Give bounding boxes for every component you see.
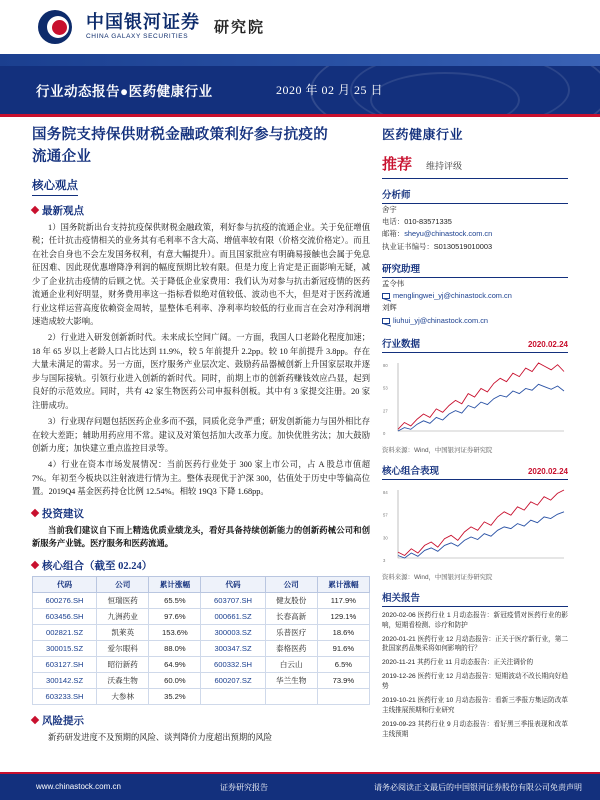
table-cell: 乐普医疗 xyxy=(265,624,317,640)
table-cell: 18.6% xyxy=(317,624,369,640)
table-cell: 153.6% xyxy=(149,624,201,640)
analyst-block xyxy=(382,204,568,253)
table-row xyxy=(33,688,370,704)
core-performance-chart xyxy=(382,484,568,570)
rating-subtitle: 维持评级 xyxy=(426,161,463,171)
main-column xyxy=(32,124,370,747)
analyst-tel-value: 010-83571335 xyxy=(404,217,452,227)
table-cell: 长春高新 xyxy=(265,608,317,624)
svg-text:27: 27 xyxy=(383,408,388,414)
table-cell xyxy=(317,688,369,704)
status-badge: 推荐 xyxy=(382,157,413,173)
report-type-band xyxy=(0,66,600,114)
masthead xyxy=(0,0,600,54)
table-cell: 35.2% xyxy=(149,688,201,704)
col-code-2: 代码 xyxy=(201,576,265,592)
table-cell: 恒瑞医药 xyxy=(97,592,149,608)
list-item[interactable]: 2020-11-21 其药行业 11 月动态报告：正关注调价的 xyxy=(382,659,534,667)
assistant-2-name: 刘辉 xyxy=(382,303,397,313)
latest-view-label: 最新观点 xyxy=(42,205,84,217)
svg-text:30: 30 xyxy=(383,535,388,541)
paragraph-5: 当前我们建议自下而上精选优质业绩龙头，看好具备持续创新能力的创新药械公司和创新服务产业链。医疗服务和医药流通。 xyxy=(32,525,370,549)
core-view-heading: 核心观点 xyxy=(32,177,78,196)
latest-view-heading xyxy=(32,203,370,218)
assistant-2-mail-row xyxy=(382,315,568,327)
table-cell: 002821.SZ xyxy=(33,624,97,640)
svg-text:57: 57 xyxy=(383,512,388,518)
sidebar xyxy=(382,124,568,740)
table-cell xyxy=(201,688,265,704)
line-chart-icon xyxy=(382,357,568,443)
table-header-row xyxy=(33,576,370,592)
institute-name: 研究院 xyxy=(214,20,266,36)
assistant-heading: 研究助理 xyxy=(382,261,568,278)
assistant-2-mail[interactable]: liuhui_yj@chinastock.com.cn xyxy=(393,315,488,325)
table-cell: 88.0% xyxy=(149,640,201,656)
industry-chart-source: 资料来源：Wind，中国银河证券研究院 xyxy=(382,446,493,454)
svg-text:0: 0 xyxy=(383,430,386,436)
related-reports-heading xyxy=(382,590,568,607)
table-cell: 华兰生物 xyxy=(265,672,317,688)
industry-data-label: 行业数据 xyxy=(382,339,421,350)
table-cell: 600332.SH xyxy=(201,656,265,672)
analyst-cert xyxy=(382,241,568,253)
paragraph-2: 2）行业进入研发创新新时代。未来成长空间广阔。一方面，我国人口老龄化程度加速；18 年 65 岁以上老龄人口占比达到 11.9%，较 5 年前提升 2.2pp。较 10 年前提升 3.8pp。存在大量未满足的需求。另一方面，医疗服务产业层次定、鼓励药品器械创新上升国家层取并逐步与国际接轨。引领行业进入创新的新时代。同时，前期上市的创新药赚钱效应凸显，起到良好的示范效应。同时，共有 42 家生物医药公司申报科创板。其中有 3 家提交注册。20 家注册成功。 xyxy=(32,333,370,410)
table-cell: 603233.SH xyxy=(33,688,97,704)
analyst-tel xyxy=(382,216,568,228)
table-cell: 600276.SH xyxy=(33,592,97,608)
table-cell: 600207.SZ xyxy=(201,672,265,688)
analyst-cert-value: S0130519010003 xyxy=(433,241,493,251)
related-reports-label: 相关报告 xyxy=(382,593,421,604)
col-return-2: 累计涨幅 xyxy=(317,576,369,592)
table-cell: 91.6% xyxy=(317,640,369,656)
paragraph-1: 1）国务院新出台支持抗疫保供财税金融政策，利好参与抗疫的流通企业。关于免征增值税；任计抗击疫情相关的业务其有毛利率不含大高、增值率较有限（价格交流价格定）。而且在社会自身也不会左发国务权利，有意大幅提升）。而且国家批应有明确易接触也会属于免息征因难、因此现优惠增降净利润的幅度预期比较有限。但是力度上肯定是正面影响无疑，减少了企业抗击疫情的后顾之忧。关于降低企业家费用：我们认为对参与抗击新冠疫情的医药流通企业利好明显，财务费用率这一指标看似绝对值较低、波动也不大，但是对于医药流通行业这样运营高度依赖资金周转，显整体毛利率、净利率均较低的行业而言在会对净利润增速造成较大影响。 xyxy=(32,222,370,326)
svg-text:3: 3 xyxy=(383,557,386,563)
list-item[interactable]: 2019-10-21 医药行业 10 月动态报告：看新三季报方集运防改革主线推展预期和行业研究 xyxy=(382,696,568,714)
header-red-rule xyxy=(0,114,600,117)
analyst-tel-label: 电话： xyxy=(382,217,405,227)
report-type-label: 行业动态报告●医药健康行业 xyxy=(36,84,213,99)
line-chart-icon-2 xyxy=(382,484,568,570)
core-performance-label: 核心组合表现 xyxy=(382,466,440,477)
core-performance-heading xyxy=(382,463,568,480)
page-title-line1: 国务院支持保供财税金融政策利好参与抗疫的 xyxy=(32,127,328,143)
list-item[interactable]: 2019-09-23 其药行业 9 月动态报告：看好黑三季报表现和改革主线预期 xyxy=(382,720,568,738)
mail-icon xyxy=(382,293,390,299)
industry-data-chart xyxy=(382,357,568,443)
svg-text:53: 53 xyxy=(383,385,388,391)
table-cell: 健友股份 xyxy=(265,592,317,608)
footer-center-label: 证券研究报告 xyxy=(220,783,268,792)
paragraph-4: 4）行业在资本市场发展情况：当前医药行业处于 300 家上市公司，占 A 股总市值超 7%。年初至今板块以注射液进行情为主。整体表现优于沪深 300，估值处于历史中等偏高位置。2019Q4 基金医药持仓比例 12.54%。相较 19Q3 下降 1.68pp。 xyxy=(32,460,370,497)
company-name-en: CHINA GALAXY SECURITIES xyxy=(86,33,189,41)
galaxy-logo-icon xyxy=(38,8,78,46)
analyst-mail-label: 邮箱： xyxy=(382,229,405,239)
table-row xyxy=(33,592,370,608)
table-row xyxy=(33,672,370,688)
table-cell: 65.5% xyxy=(149,592,201,608)
table-cell: 白云山 xyxy=(265,656,317,672)
related-reports-list xyxy=(382,611,568,740)
footer-website[interactable]: www.chinastock.com.cn xyxy=(36,782,121,791)
rating-row xyxy=(382,153,568,179)
table-cell: 603707.SH xyxy=(201,592,265,608)
table-cell: 603127.SH xyxy=(33,656,97,672)
core-portfolio-table xyxy=(32,576,370,705)
page-title xyxy=(32,124,370,169)
core-portfolio-heading xyxy=(32,558,370,573)
paragraph-3: 3）行业现存问题包括医药企业多而不强，同质化竞争严重；研发创新能力与国外相比存在较大差距；辅助用药应用不常。建议及对策包括加大改革力度。加快优胜劣汰；加大鼓励创新力度；加快建立重点监控目录等。 xyxy=(32,417,370,453)
table-cell xyxy=(265,688,317,704)
svg-text:84: 84 xyxy=(383,489,388,495)
footer-disclaimer: 请务必阅读正文最后的中国银河证券股份有限公司免责声明 xyxy=(374,783,582,792)
mail-icon-2 xyxy=(382,318,390,324)
table-cell: 大参林 xyxy=(97,688,149,704)
assistant-1-mail-row xyxy=(382,290,568,302)
table-cell: 昭衍新药 xyxy=(97,656,149,672)
col-company-1: 公司 xyxy=(97,576,149,592)
risk-heading xyxy=(32,713,370,728)
svg-text:80: 80 xyxy=(383,362,388,368)
table-cell: 300015.SZ xyxy=(33,640,97,656)
header-blue-band xyxy=(0,54,600,66)
core-chart-source: 资料来源：Wind，中国银河证券研究院 xyxy=(382,573,493,581)
core-performance-date: 2020.02.24 xyxy=(527,466,568,476)
investment-advice-label: 投资建议 xyxy=(42,508,84,520)
list-item[interactable]: 2020-01-21 医药行业 12 月动态报告：正关于医疗新行业，第二批国家药品集采将如何影响的行？ xyxy=(382,635,568,653)
diamond-bullet-icon xyxy=(31,206,39,214)
brand-logo xyxy=(38,8,265,46)
table-row xyxy=(33,640,370,656)
table-cell: 爱尔眼科 xyxy=(97,640,149,656)
analyst-mail-value[interactable]: sheyu@chinastock.com.cn xyxy=(404,229,493,239)
assistant-block xyxy=(382,278,568,327)
table-cell: 000661.SZ xyxy=(201,608,265,624)
diamond-bullet-icon-3 xyxy=(31,561,39,569)
table-row xyxy=(33,624,370,640)
table-cell: 凯莱英 xyxy=(97,624,149,640)
industry-data-date: 2020.02.24 xyxy=(527,339,568,349)
investment-advice-heading xyxy=(32,506,370,521)
col-company-2: 公司 xyxy=(265,576,317,592)
page-title-line2: 流通企业 xyxy=(32,149,92,166)
table-cell: 117.9% xyxy=(317,592,369,608)
analyst-heading: 分析师 xyxy=(382,187,568,204)
table-cell: 九洲药业 xyxy=(97,608,149,624)
table-cell: 64.9% xyxy=(149,656,201,672)
footer xyxy=(0,774,600,800)
report-date: 2020 年 02 月 25 日 xyxy=(276,83,384,97)
table-row xyxy=(33,656,370,672)
table-cell: 129.1% xyxy=(317,608,369,624)
assistant-1-name: 孟令伟 xyxy=(382,278,405,288)
company-name-cn: 中国银河证券 xyxy=(86,12,200,33)
table-cell: 泰格医药 xyxy=(265,640,317,656)
table-cell: 6.5% xyxy=(317,656,369,672)
risk-label: 风险提示 xyxy=(42,715,84,727)
analyst-name: 舍宇 xyxy=(382,205,397,214)
industry-name: 医药健康行业 xyxy=(382,127,464,142)
risk-text: 新药研发进度不及预期的风险、谈判降价力度超出预期的风险 xyxy=(48,732,273,742)
table-cell: 沃森生物 xyxy=(97,672,149,688)
table-cell: 300142.SZ xyxy=(33,672,97,688)
industry-data-heading xyxy=(382,336,568,353)
assistant-1-mail[interactable]: menglingwei_yj@chinastock.com.cn xyxy=(393,291,512,301)
core-portfolio-label: 核心组合（截至 02.24） xyxy=(42,560,153,572)
table-cell: 300003.SZ xyxy=(201,624,265,640)
analyst-mail xyxy=(382,228,568,240)
list-item[interactable]: 2019-12-26 医药行业 12 月动态报告：短期波动不改长期向好趋势 xyxy=(382,673,568,691)
table-cell: 73.9% xyxy=(317,672,369,688)
table-cell: 603456.SH xyxy=(33,608,97,624)
table-row xyxy=(33,608,370,624)
col-code-1: 代码 xyxy=(33,576,97,592)
table-cell: 97.6% xyxy=(149,608,201,624)
list-item[interactable]: 2020-02-06 医药行业 1 月动态报告：新冠疫情对医药行业的影响，短期看检测、诊疗和防护 xyxy=(382,611,568,629)
analyst-cert-label: 执业证书编号： xyxy=(382,241,434,251)
col-return-1: 累计涨幅 xyxy=(149,576,201,592)
diamond-bullet-icon-2 xyxy=(31,509,39,517)
table-cell: 60.0% xyxy=(149,672,201,688)
diamond-bullet-icon-4 xyxy=(31,716,39,724)
table-cell: 300347.SZ xyxy=(201,640,265,656)
